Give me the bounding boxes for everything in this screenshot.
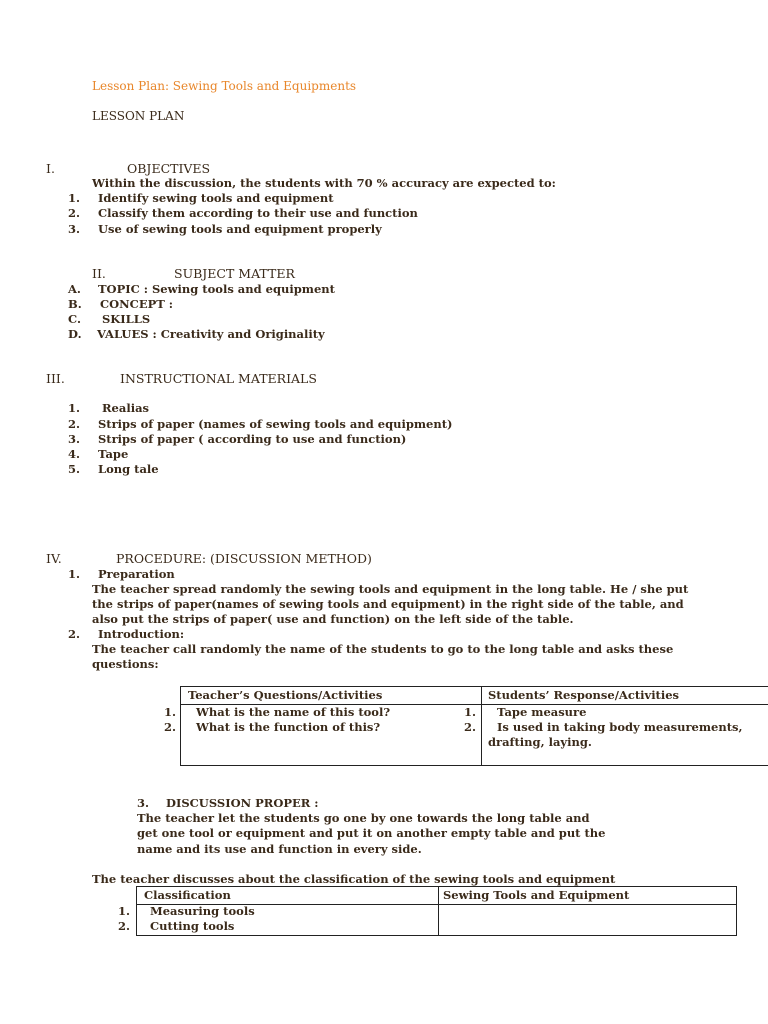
paragraph-line: name and its use and function in every side.	[137, 842, 422, 856]
objective-item: Classify them according to their use and function	[98, 206, 418, 220]
step-label: Preparation	[98, 567, 175, 581]
paragraph-line: questions:	[92, 657, 159, 671]
table1-col2-header: Students’ Response/Activities	[488, 688, 680, 702]
question-num: 2.	[164, 720, 177, 734]
step-num: 2.	[68, 627, 81, 641]
classification-item: Measuring tools	[150, 904, 255, 918]
table2-col1-header: Classification	[144, 888, 231, 902]
material-item: Realias	[102, 401, 149, 415]
materials-title: INSTRUCTIONAL MATERIALS	[120, 371, 317, 386]
section-num-4: IV.	[46, 551, 62, 566]
objectives-title: OBJECTIVES	[127, 161, 211, 176]
classification-intro: The teacher discusses about the classification of the sewing tools and equipment	[92, 872, 616, 886]
step-label: Introduction:	[98, 627, 185, 641]
response-num: 2.	[464, 720, 477, 734]
material-num: 4.	[68, 447, 81, 461]
objectives-intro: Within the discussion, the students with 70 % accuracy are expected to:	[92, 176, 556, 190]
table1-col1-header: Teacher’s Questions/Activities	[188, 688, 383, 702]
subject-item: CONCEPT :	[100, 297, 174, 311]
material-num: 3.	[68, 432, 81, 446]
response-num: 1.	[464, 705, 477, 719]
paragraph-line: the strips of paper(names of sewing tools and equipment) in the right side of the table, and	[92, 597, 684, 611]
subject-item: TOPIC : Sewing tools and equipment	[98, 282, 335, 296]
table2-col2-header: Sewing Tools and Equipment	[443, 888, 630, 902]
section-num-1: I.	[46, 161, 55, 176]
subject-num: B.	[68, 297, 82, 311]
classification-item: Cutting tools	[150, 919, 235, 933]
response-text: Tape measure	[497, 705, 587, 719]
material-num: 2.	[68, 417, 81, 431]
step-label: DISCUSSION PROPER :	[166, 796, 319, 810]
section-num-3: III.	[46, 371, 65, 386]
objective-num: 3.	[68, 222, 81, 236]
question-text: What is the name of this tool?	[196, 705, 391, 719]
material-item: Strips of paper (names of sewing tools and equipment)	[98, 417, 453, 431]
lesson-plan-heading: LESSON PLAN	[92, 109, 185, 123]
classification-num: 1.	[118, 904, 131, 918]
section-num-2: II.	[92, 266, 106, 281]
paragraph-line: also put the strips of paper( use and function) on the left side of the table.	[92, 612, 574, 626]
procedure-title: PROCEDURE: (DISCUSSION METHOD)	[116, 551, 372, 566]
classification-num: 2.	[118, 919, 131, 933]
paragraph-line: The teacher spread randomly the sewing tools and equipment in the long table. He / she put	[92, 582, 689, 596]
paragraph-line: The teacher call randomly the name of the students to go to the long table and asks these	[92, 642, 674, 656]
paragraph-line: get one tool or equipment and put it on another empty table and put the	[137, 826, 606, 840]
subject-item: SKILLS	[102, 312, 151, 326]
response-text: Is used in taking body measurements,	[497, 720, 743, 734]
material-num: 1.	[68, 401, 81, 415]
question-text: What is the function of this?	[196, 720, 381, 734]
material-item: Long tale	[98, 462, 159, 476]
subject-num: C.	[68, 312, 81, 326]
subject-num: D.	[68, 327, 82, 341]
subject-item: VALUES : Creativity and Originality	[97, 327, 325, 341]
objective-item: Identify sewing tools and equipment	[98, 191, 334, 205]
subject-matter-title: SUBJECT MATTER	[174, 266, 295, 281]
objective-num: 1.	[68, 191, 81, 205]
objective-num: 2.	[68, 206, 81, 220]
material-item: Tape	[98, 447, 129, 461]
objective-item: Use of sewing tools and equipment properly	[98, 222, 382, 236]
question-num: 1.	[164, 705, 177, 719]
subject-num: A.	[68, 282, 81, 296]
step-num: 3.	[137, 796, 150, 810]
paragraph-line: The teacher let the students go one by one towards the long table and	[137, 811, 590, 825]
material-num: 5.	[68, 462, 81, 476]
material-item: Strips of paper ( according to use and function)	[98, 432, 407, 446]
step-num: 1.	[68, 567, 81, 581]
document-title: Lesson Plan: Sewing Tools and Equipments	[92, 79, 357, 93]
response-text: drafting, laying.	[488, 735, 592, 749]
